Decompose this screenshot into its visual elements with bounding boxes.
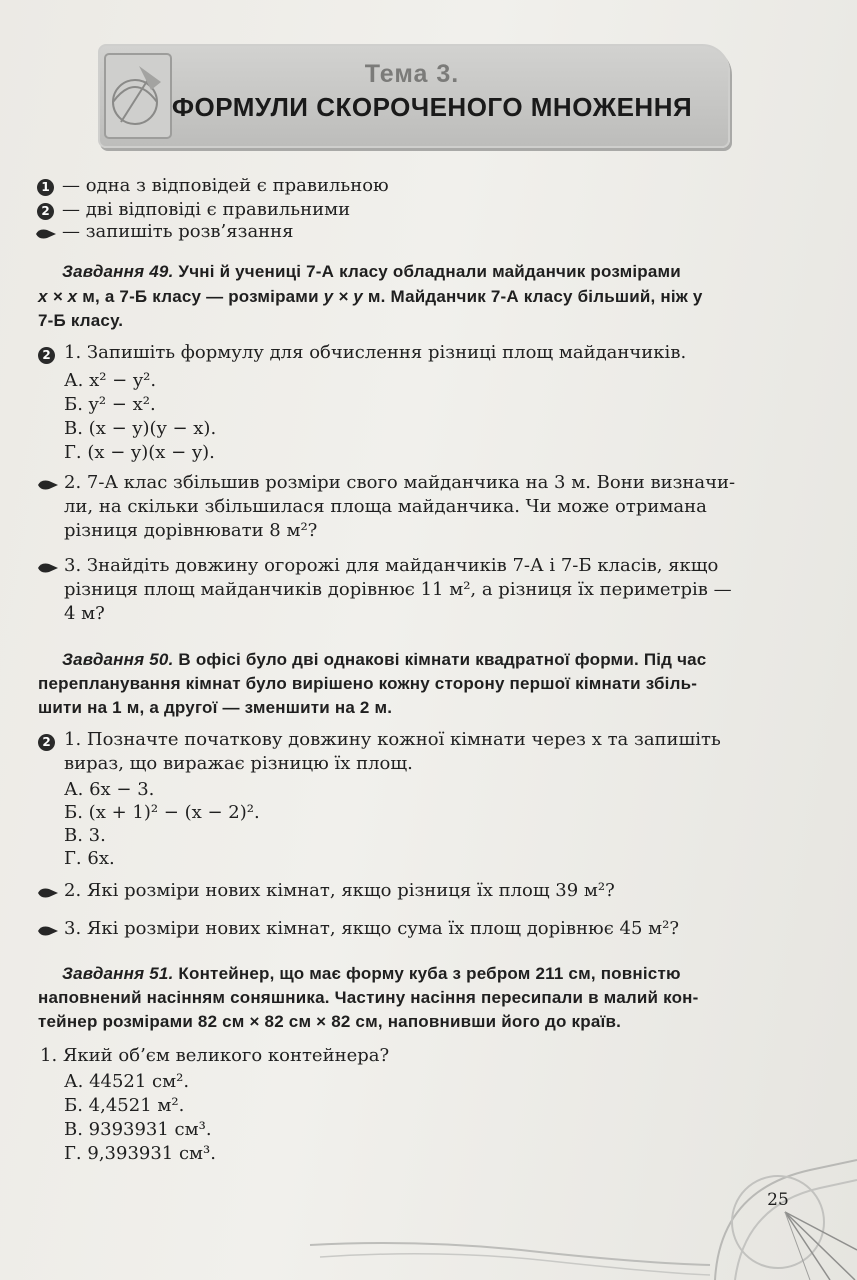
two-answers-icon: 2 — [37, 201, 54, 220]
task50-option-a: А. 6x − 3. — [64, 779, 155, 800]
task50-option-c: В. 3. — [64, 825, 106, 846]
task49-question3-line1: 3. Знайдіть довжину огорожі для майданчиків 7-А і 7-Б класів, якщо — [64, 555, 719, 576]
write-solution-icon — [37, 479, 59, 491]
legend-two-correct: — дві відповіді є правильними — [62, 199, 351, 220]
two-answers-icon: 2 — [38, 345, 55, 364]
topic-number: Тема 3. — [364, 60, 460, 88]
task49-intro-line2: x × x м, а 7-Б класу — розмірами y × y м. Майданчик 7-А класу більший, ніж у — [38, 287, 703, 306]
task50-intro-line3: шити на 1 м, а другої — зменшити на 2 м. — [38, 698, 393, 717]
task49-option-c: В. (x − y)(y − x). — [64, 418, 217, 439]
task49-label: Завдання 49. — [62, 262, 174, 281]
topic-title: ФОРМУЛИ СКОРОЧЕНОГО МНОЖЕННЯ — [171, 92, 693, 122]
task50-question2: 2. Які розміри нових кімнат, якщо різниця їх площ 39 м²? — [64, 880, 615, 901]
task49-option-b: Б. y² − x². — [64, 394, 156, 415]
task49-option-d: Г. (x − y)(x − y). — [64, 442, 215, 463]
task50-option-d: Г. 6x. — [64, 848, 115, 869]
one-answer-icon: 1 — [37, 177, 54, 196]
task51-option-a: А. 44521 см². — [64, 1071, 190, 1092]
bottom-ornament-icon — [300, 1225, 720, 1280]
legend-write-solution: — запишіть розв’язання — [62, 221, 294, 242]
task51-intro-line1: Завдання 51. Контейнер, що має форму куба з ребром 211 см, повністю — [62, 964, 681, 983]
task51-label: Завдання 51. — [62, 964, 174, 983]
task51-intro-line2: наповнений насінням соняшника. Частину насіння пересипали в малий кон- — [38, 988, 699, 1007]
task49-option-a: А. x² − y². — [64, 370, 157, 391]
task49-question2-line3: різниця дорівнювати 8 м²? — [64, 520, 318, 541]
task50-question1-line2: вираз, що виражає різницю їх площ. — [64, 753, 413, 774]
task50-intro-line1: Завдання 50. В офісі було дві однакові кімнати квадратної форми. Під час — [62, 650, 707, 669]
task50-intro-line2: перепланування кімнат було вирішено кожну сторону першої кімнати збіль- — [38, 674, 698, 693]
task50-question1-line1: 1. Позначте початкову довжину кожної кімнати через x та запишіть — [64, 729, 721, 750]
write-solution-icon — [37, 925, 59, 937]
write-solution-icon — [37, 562, 59, 574]
write-solution-icon — [35, 228, 57, 240]
task50-question3: 3. Які розміри нових кімнат, якщо сума їх площ дорівнює 45 м²? — [64, 918, 679, 939]
task49-question3-line2: різниця площ майданчиків дорівнює 11 м², а різниця їх периметрів — — [64, 579, 732, 600]
task51-question1: 1. Який об’єм великого контейнера? — [40, 1045, 390, 1066]
task50-option-b: Б. (x + 1)² − (x − 2)². — [64, 802, 260, 823]
page-number: 25 — [767, 1190, 789, 1210]
task49-question3-line3: 4 м? — [64, 603, 105, 624]
task51-option-d: Г. 9,393931 см³. — [64, 1143, 216, 1164]
task51-option-c: В. 9393931 см³. — [64, 1119, 212, 1140]
task51-option-b: Б. 4,4521 м². — [64, 1095, 185, 1116]
task49-question1: 1. Запишіть формулу для обчислення різниці площ майданчиків. — [64, 342, 687, 363]
legend-one-correct: — одна з відповідей є правильною — [62, 175, 389, 196]
write-solution-icon — [37, 887, 59, 899]
task49-intro-line1: Завдання 49. Учні й учениці 7-А класу обладнали майданчик розмірами — [62, 262, 681, 281]
task49-question2-line1: 2. 7-А клас збільшив розміри свого майданчика на 3 м. Вони визначи- — [64, 472, 736, 493]
two-answers-icon: 2 — [38, 732, 55, 751]
task49-intro-line3: 7-Б класу. — [38, 311, 124, 330]
task50-label: Завдання 50. — [62, 650, 174, 669]
task51-intro-line3: тейнер розмірами 82 см × 82 см × 82 см, наповнивши його до країв. — [38, 1012, 622, 1031]
task49-question2-line2: ли, на скільки збільшилася площа майданчика. Чи може отримана — [64, 496, 707, 517]
